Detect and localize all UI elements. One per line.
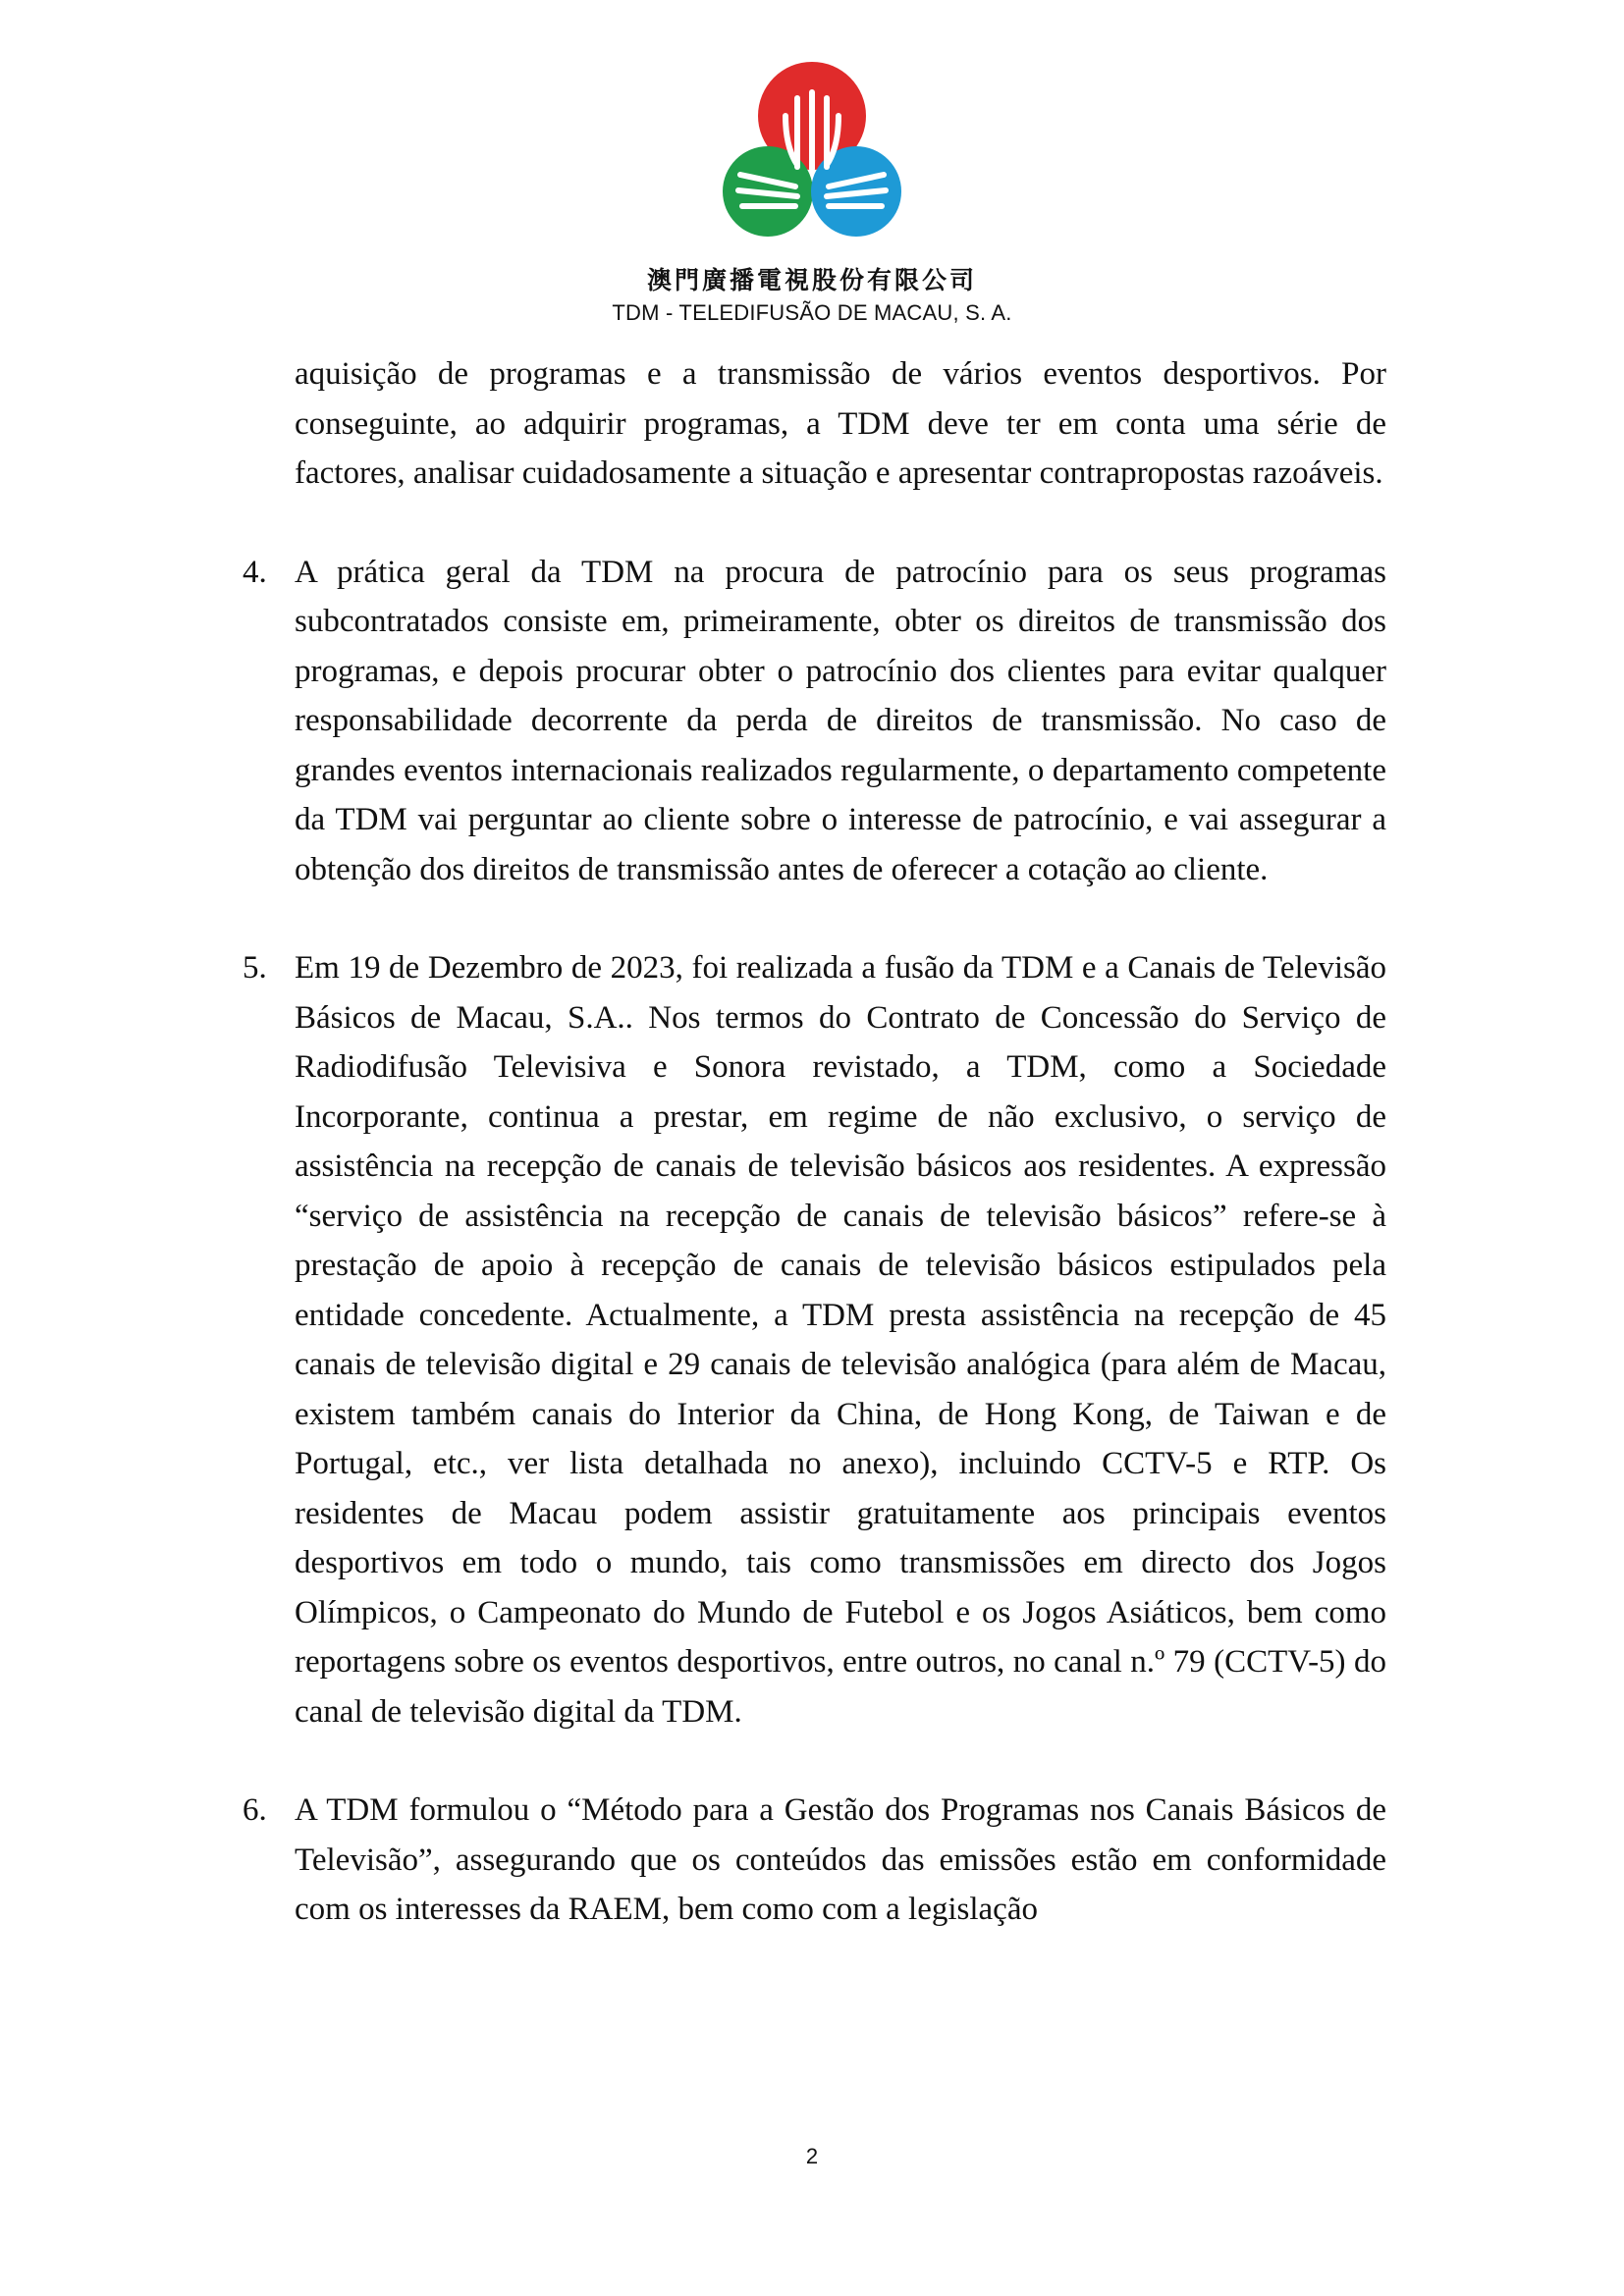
continued-paragraph: aquisição de programas e a transmissão de vários eventos desportivos. Por conseguinte, ao adquirir programas, a TDM deve ter em conta uma série de factores, analisar cuidadosamente a situação e apresentar contrapropostas razoáveis. bbox=[295, 356, 1386, 491]
company-name-portuguese: TDM - TELEDIFUSÃO DE MACAU, S. A. bbox=[612, 300, 1012, 325]
list-item bbox=[243, 943, 1386, 1736]
list-item bbox=[243, 548, 1386, 895]
list-item bbox=[243, 1786, 1386, 1935]
item-number: 5. bbox=[243, 950, 267, 986]
page-number: 2 bbox=[805, 2144, 819, 2168]
document-body bbox=[243, 349, 1386, 1984]
item-number: 6. bbox=[243, 1792, 267, 1828]
item-text: A prática geral da TDM na procura de patrocínio para os seus programas subcontratados consiste em, primeiramente, obter os direitos de transmissão dos programas, e depois procurar obter o patrocínio dos clientes para evitar qualquer responsabilidade decorrente da perda de direitos de transmissão. No caso de grandes eventos internacionais realizados regularmente, o departamento competente da TDM vai perguntar ao cliente sobre o interesse de patrocínio, e vai assegurar a obtenção dos direitos de transmissão antes de oferecer a cotação ao cliente. bbox=[295, 554, 1386, 887]
letterhead bbox=[0, 59, 1624, 326]
item-number: 4. bbox=[243, 554, 267, 590]
company-name-chinese: 澳門廣播電視股份有限公司 bbox=[646, 266, 977, 294]
item-text: A TDM formulou o “Método para a Gestão dos Programas nos Canais Básicos de Televisão”, assegurando que os conteúdos das emissões estão em conformidade com os interesses da RAEM, bem como com a legislação bbox=[295, 1792, 1386, 1927]
tdm-logo-icon bbox=[719, 59, 905, 245]
item-text: Em 19 de Dezembro de 2023, foi realizada a fusão da TDM e a Canais de Televisão Básicos de Macau, S.A.. Nos termos do Contrato de Concessão do Serviço de Radiodifusão Televisiva e Sonora revistado, a TDM, como a Sociedade Incorporante, continua a prestar, em regime de não exclusivo, o serviço de assistência na recepção de canais de televisão básicos aos residentes. A expressão “serviço de assistência na recepção de canais de televisão básicos” refere-se à prestação de apoio à recepção de canais de televisão básicos estipulados pela entidade concedente. Actualmente, a TDM presta assistência na recepção de 45 canais de televisão digital e 29 canais de televisão analógica (para além de Macau, existem também canais do Interior da China, de Hong Kong, de Taiwan e de Portugal, etc., ver lista detalhada no anexo), incluindo CCTV-5 e RTP. Os residentes de Macau podem assistir gratuitamente aos principais eventos desportivos em todo o mundo, tais como transmissões em directo dos Jogos Olímpicos, o Campeonato do Mundo de Futebol e os Jogos Asiáticos, bem como reportagens sobre os eventos desportivos, entre outros, no canal n.º 79 (CCTV-5) do canal de televisão digital da TDM. bbox=[295, 950, 1386, 1730]
